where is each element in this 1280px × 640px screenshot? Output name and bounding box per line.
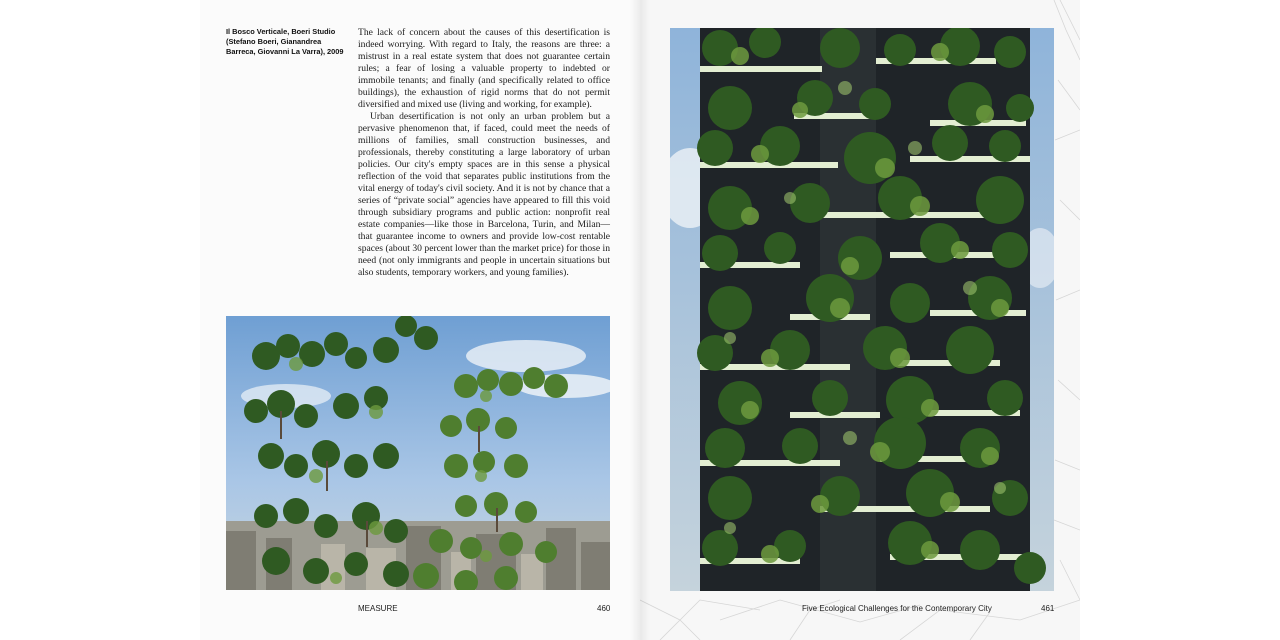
image-caption: Il Bosco Verticale, Boeri Studio (Stefano Boeri, Gianandrea Barreca, Giovanni La Varra), 2009 — [226, 27, 344, 56]
paragraph: Urban desertification is not only an urban problem but a pervasive phenomenon that, if faced, could meet the needs of millions of families, small construction businesses, and professionals, thereby constituting a large laboratory of urban policies. Our city's empty spaces are in this sense a physical reflection of the void that separates public institutions from the vital energy of today's civil society. And it is not by chance that a series of “private social” agencies have appeared to fill this void through subsidiary programs and public action: nonprofit real estate companies—like those in Barcelona, Turin, and Milan—that guarantee income to owners and provide low-cost rentable spaces (about 30 percent lower than the market price) for those in need (not only immigrants and people in uncertain situations but also students, temporary workers, and young families). — [358, 111, 610, 278]
bosco-verticale-photo — [670, 28, 1054, 591]
left-page — [200, 0, 640, 640]
footer-book-title: Five Ecological Challenges for the Contemporary City — [802, 604, 992, 613]
page-number-right: 461 — [1041, 604, 1055, 613]
body-text — [358, 27, 610, 279]
right-page — [640, 0, 1080, 640]
book-gutter — [630, 0, 650, 640]
page-number-left: 460 — [597, 604, 611, 613]
book-spread — [200, 0, 1080, 640]
floating-trees-photo — [226, 316, 610, 590]
paragraph: The lack of concern about the causes of this desertification is indeed worrying. With regard to Italy, the reasons are three: a mistrust in a real estate system that does not guarantee certain rules; a fear of losing a valuable property to indebted or immobile tenants; and finally (and specifically related to office buildings), the exhaustion of rigid norms that do not permit diversified and mixed use (living and working, for example). — [358, 27, 610, 110]
footer-section-label: MEASURE — [358, 604, 398, 613]
